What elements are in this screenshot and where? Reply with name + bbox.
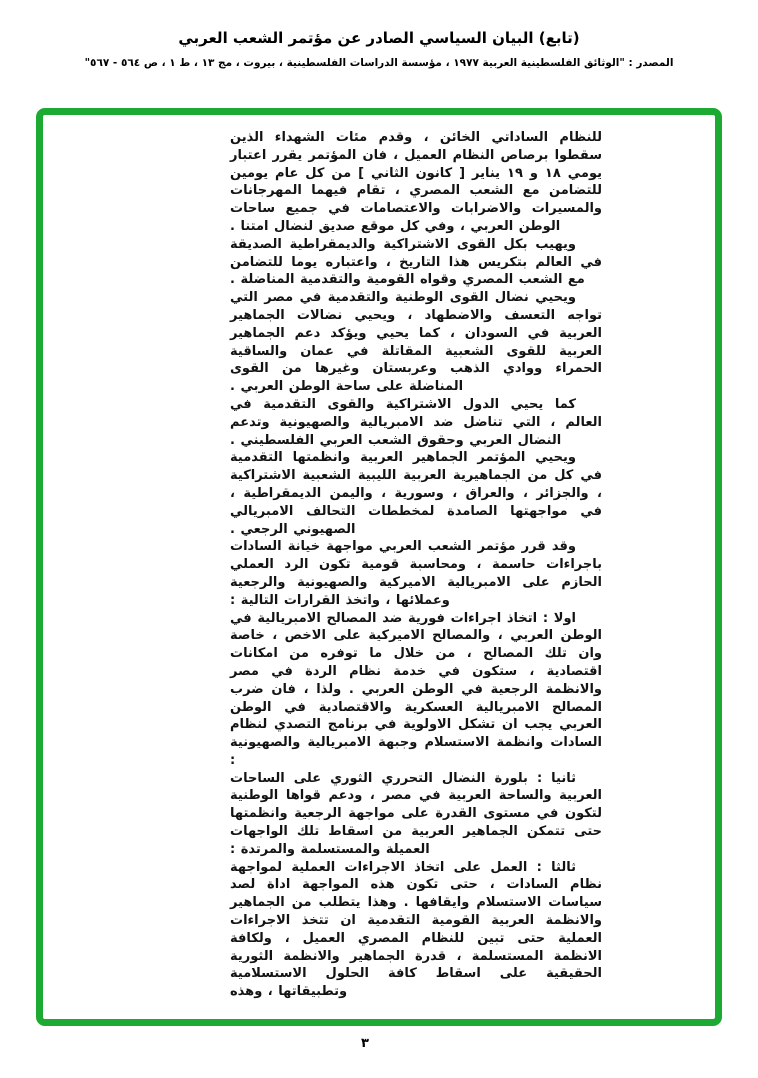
source-citation: المصدر : "الوثائق الفلسطينية العربية ١٩٧٧ ، مؤسسة الدراسات الفلسطينية ، بيروت ، مج ١٣ ، ط ١ ، ص ٥٦٤ - ٥٦٧" (84, 57, 674, 69)
paragraph: للنظام الساداتي الخائن ، وقدم مئات الشهداء الذين سقطوا برصاص النظام العميل ، فان المؤتمر يقرر اعتبار يومي ١٨ و ١٩ يناير [ كانون الثاني ] من كل عام يومين للتضامن مع الشعب المصري ، تقام فيهما المهرجانات والمسيرات والاضرابات والاعتصامات في جميع ساحات الوطن العربي ، وفي كل موقع صديق لنضال امتنا . (230, 130, 602, 234)
document-header (0, 28, 758, 69)
paragraph: كما يحيي الدول الاشتراكية والقوى التقدمية في العالم ، التي تناضل ضد الامبريالية والصهيونية وتدعم النضال العربي وحقوق الشعب العربي الفلسطيني . (230, 396, 602, 448)
paragraph: ويحيي المؤتمر الجماهير العربية وانظمتها التقدمية في كل من الجماهيرية العربية الليبية الشعبية الاشتراكية ، والجزائر ، والعراق ، وسورية ، واليمن الديمقراطية ، في مواجهتها الصامدة لمخططات التحالف الامبريالي الصهيوني الرجعي . (230, 450, 602, 537)
paragraph: اولا : اتخاذ اجراءات فورية ضد المصالح الامبريالية في الوطن العربي ، والمصالح الاميركية على الاخص ، خاصة وان تلك المصالح ، من خلال ما توفره من امكانات اقتصادية ، ستكون في خدمة نظام الردة في مصر والانظمة الرجعية في الوطن العربي . ولذا ، فان ضرب المصالح الامبريالية العسكرية والاقتصادية في الوطن العربي يجب ان تشكل الاولوية في برنامج التصدي لنظام السادات وانظمة الاستسلام وجبهة الامبريالية والصهيونية : (230, 610, 602, 768)
paragraph: ويحيي نضال القوى الوطنية والتقدمية في مصر التي تواجه التعسف والاضطهاد ، ويحيي نضالات الجماهير العربية في السودان ، كما يحيي ويؤكد دعم الجماهير العربية للقوى الشعبية المقاتلة في عمان والساقية الحمراء ووادي الذهب وعربستان وغيرها من القوى المناضلة على ساحة الوطن العربي . (230, 290, 602, 395)
paragraph: ثالثا : العمل على اتخاذ الاجراءات العملية لمواجهة نظام السادات ، حتى تكون هذه المواجهة اداة لصد سياسات الاستسلام وايقافها . وهذا يتطلب من الجماهير والانظمة العربية القومية التقدمية ان تتخذ الاجراءات العملية حتى تبين للنظام المصري العميل ، ولكافة الانظمة المستسلمة ، قدرة الجماهير والانظمة الثورية الحقيقية على اسقاط كافة الحلول الاستسلامية وتطبيقاتها ، وهذه (230, 859, 602, 1000)
document-body (230, 129, 602, 1001)
page-number: ٣ (361, 1036, 369, 1051)
green-border-frame (36, 108, 722, 1026)
paragraph: ويهيب بكل القوى الاشتراكية والديمقراطية الصديقة في العالم بتكريس هذا التاريخ ، واعتباره يوما للتضامن مع الشعب المصري وقواه القومية والتقدمية المناضلة . (230, 236, 602, 288)
document-title: (تابع) البيان السياسي الصادر عن مؤتمر الشعب العربي (178, 29, 580, 47)
paragraph: ثانيا : بلورة النضال التحرري الثوري على الساحات العربية والساحة العربية في مصر ، ودعم قواها الوطنية لتكون في مستوى القدرة على مواجهة الرجعية وانظمتها حتى تتمكن الجماهير العربية من اسقاط تلك الواجهات العميلة والمستسلمة والمرتدة : (230, 770, 602, 857)
paragraph: وقد قرر مؤتمر الشعب العربي مواجهة خيانة السادات باجراءات حاسمة ، ومحاسبة قومية تكون الرد العملي الحازم على الامبريالية الاميركية والصهيونية والرجعية وعملائها ، واتخذ القرارات التالية : (230, 539, 602, 608)
